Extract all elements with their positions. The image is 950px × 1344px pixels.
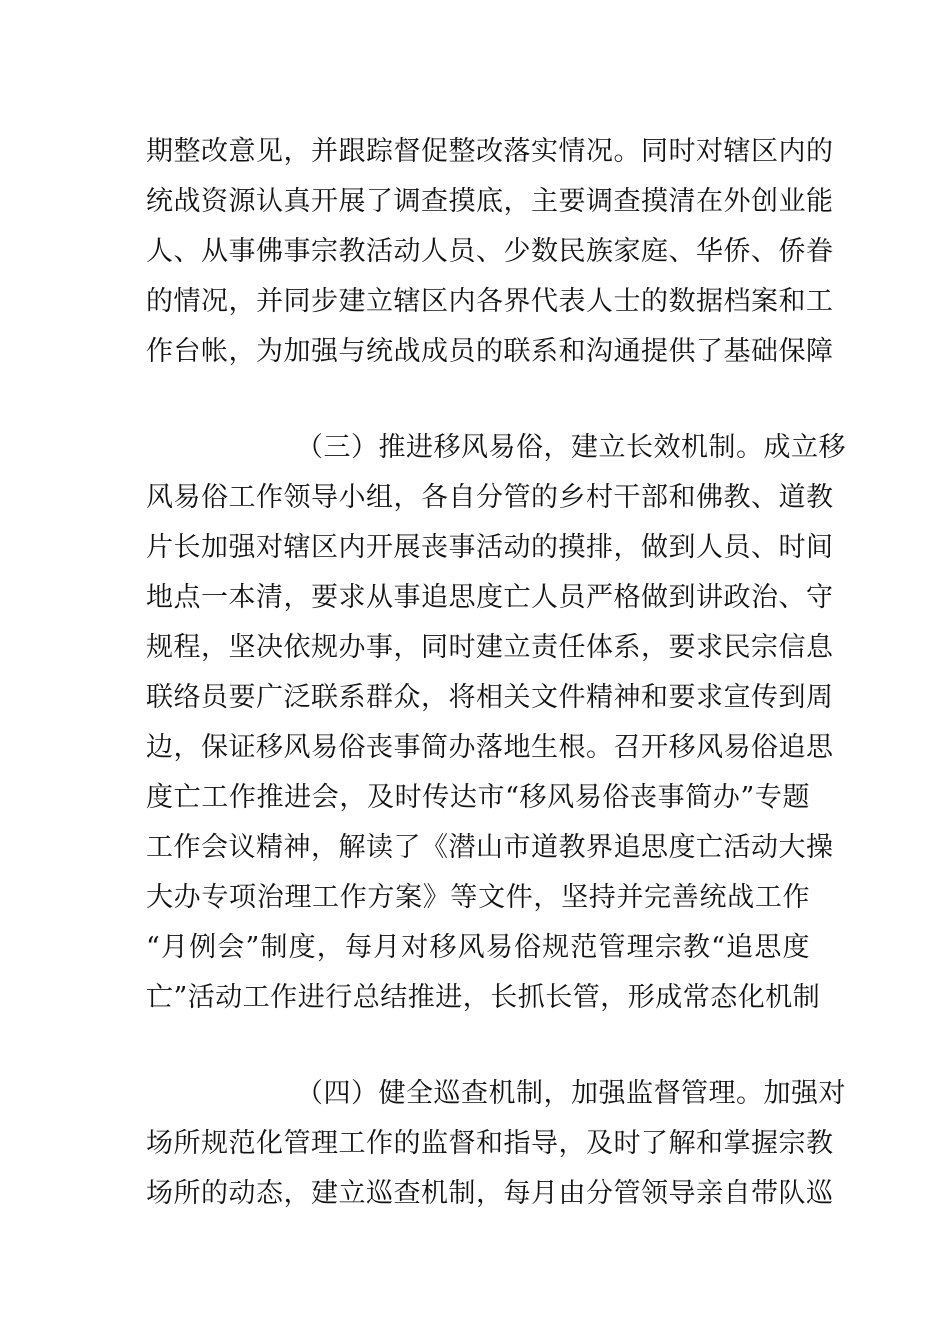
paragraph-2-line-8: 度亡工作推进会，及时传达市“移风易俗丧事简办”专题	[146, 782, 810, 813]
paragraph-2-line-5: 规程，坚决依规办事，同时建立责任体系，要求民宗信息	[146, 632, 834, 663]
paragraph-2-line-6: 联络员要广泛联系群众，将相关文件精神和要求宣传到周	[146, 682, 834, 713]
paragraph-3-line-2: 场所规范化管理工作的监督和指导，及时了解和掌握宗教	[146, 1128, 834, 1159]
paragraph-2-line-3: 片长加强对辖区内开展丧事活动的摸排，做到人员、时间	[146, 532, 834, 563]
paragraph-2-line-7: 边，保证移风易俗丧事简办落地生根。召开移风易俗追思	[146, 732, 834, 763]
paragraph-2-line-12: 亡”活动工作进行总结推进，长抓长管，形成常态化机制	[146, 982, 821, 1013]
paragraph-2-line-1: （三）推进移风易俗，建立长效机制。成立移	[296, 432, 846, 463]
paragraph-2-line-9: 工作会议精神，解读了《潜山市道教界追思度亡活动大操	[146, 832, 834, 863]
paragraph-3-line-1: （四）健全巡查机制，加强监督管理。加强对	[296, 1078, 846, 1109]
paragraph-2-line-10: 大办专项治理工作方案》等文件，坚持并完善统战工作	[146, 882, 810, 913]
paragraph-2-line-11: “月例会”制度，每月对移风易俗规范管理宗教“追思度	[146, 932, 810, 963]
paragraph-1-line-4: 的情况，并同步建立辖区内各界代表人士的数据档案和工	[146, 286, 834, 317]
paragraph-1-line-5: 作台帐，为加强与统战成员的联系和沟通提供了基础保障	[146, 336, 834, 367]
paragraph-1-line-1: 期整改意见，并跟踪督促整改落实情况。同时对辖区内的	[146, 136, 834, 167]
paragraph-2-line-2: 风易俗工作领导小组，各自分管的乡村干部和佛教、道教	[146, 482, 834, 513]
paragraph-1-line-3: 人、从事佛事宗教活动人员、少数民族家庭、华侨、侨眷	[146, 236, 834, 267]
paragraph-3-line-3: 场所的动态，建立巡查机制，每月由分管领导亲自带队巡	[146, 1178, 834, 1209]
paragraph-1-line-2: 统战资源认真开展了调查摸底，主要调查摸清在外创业能	[146, 186, 834, 217]
paragraph-2-line-4: 地点一本清，要求从事追思度亡人员严格做到讲政治、守	[146, 582, 834, 613]
